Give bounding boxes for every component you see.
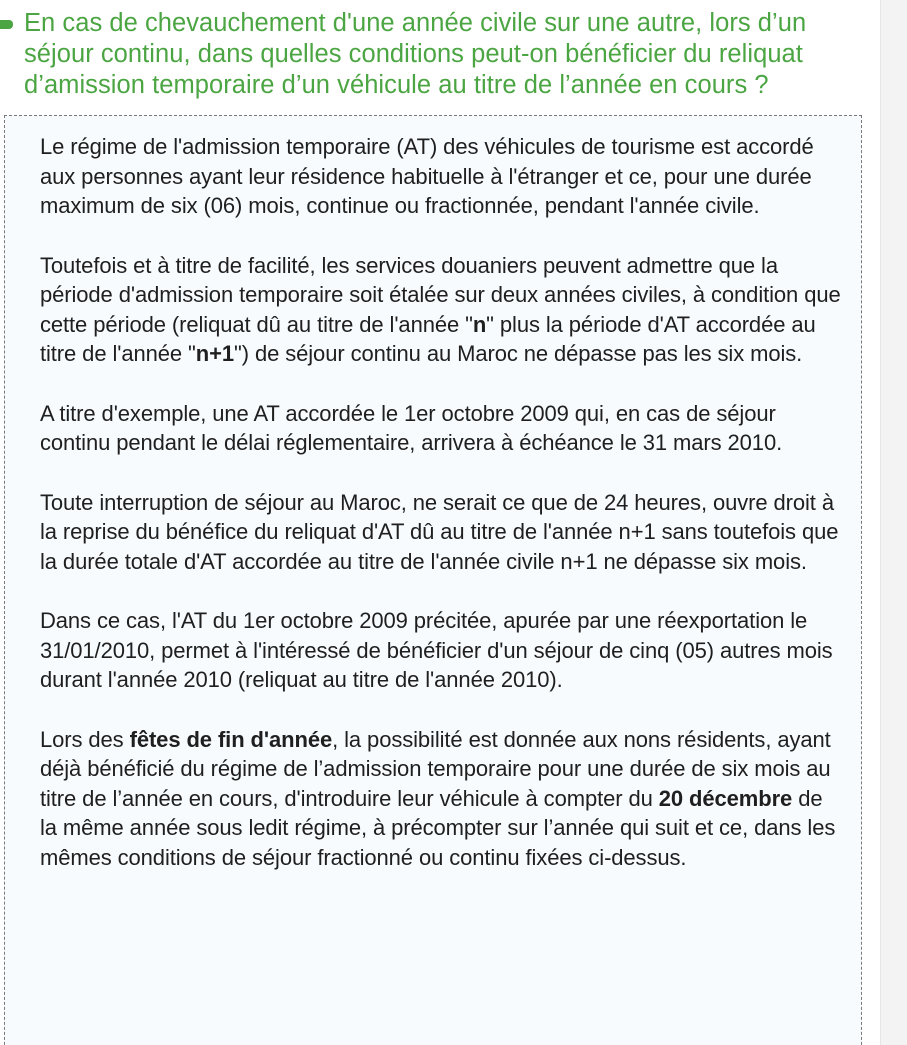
answer-paragraph-2-bold-n1: n+1 <box>195 341 234 366</box>
answer-paragraph-6-bold-date: 20 décembre <box>658 785 793 811</box>
answer-paragraph-1: Le régime de l'admission temporaire (AT) des véhicules de tourisme est accordé aux personnes ayant leur résidence habituelle à l'étranger et ce, pour une durée maximum de six (06) mois, continue ou fractionnée, pendant l'année civile. <box>40 134 814 218</box>
answer-paragraph-2-bold-n: n <box>472 311 487 337</box>
question-title[interactable]: En cas de chevauchement d'une année civile sur une autre, lors d’un séjour continu, dans quelles conditions peut-on bénéficier du reliquat d’amission temporaire d’un véhicule au titre de l’année en cours ? <box>24 9 807 99</box>
answer-paragraph-2-text-a: Toutefois et à titre de facilité, les services douaniers peuvent admettre que la période d'admission temporaire soit étalée sur deux années civiles, à condition que cette période (reliquat dû au titre de l'année " <box>40 252 841 337</box>
answer-paragraph-2-text-c: " plus la période d'AT accordée au titre de l'année " <box>40 311 816 366</box>
answer-paragraph-6-bold-holidays: fêtes de fin d'année <box>129 726 333 752</box>
scrollbar-track[interactable] <box>880 0 907 1045</box>
answer-paragraph-6-text-a: Lors des <box>40 726 130 752</box>
answer-paragraph-5: Dans ce cas, l'AT du 1er octobre 2009 précitée, apurée par une réexportation le 31/01/2010, permet à l'intéressé de bénéficier d'un séjour de cinq (05) autres mois durant l'année 2010 (reliquat au titre de l'année 2010). <box>40 608 833 692</box>
answer-paragraph-6 <box>40 725 841 873</box>
answer-paragraph-3: A titre d'exemple, une AT accordée le 1er octobre 2009 qui, en cas de séjour continu pendant le délai réglementaire, arrivera à échéance le 31 mars 2010. <box>40 400 783 455</box>
collapse-icon[interactable] <box>0 20 13 29</box>
answer-paragraph-2 <box>40 251 841 369</box>
faq-answer-panel <box>4 115 862 1045</box>
answer-paragraph-2-text-e: ") de séjour continu au Maroc ne dépasse pas les six mois. <box>234 341 803 366</box>
answer-paragraph-6-text-e: de la même année sous ledit régime, à précompter sur l’année qui suit et ce, dans les mêmes conditions de séjour fractionné ou continu fixées ci-dessus. <box>40 785 836 870</box>
answer-paragraph-6-text-c: , la possibilité est donnée aux nons résidents, ayant déjà bénéficié du régime de l’admission temporaire pour une durée de six mois au titre de l’année en cours, d'introduire leur véhicule à compter du <box>40 726 831 811</box>
faq-question[interactable] <box>0 0 881 101</box>
answer-paragraph-4: Toute interruption de séjour au Maroc, ne serait ce que de 24 heures, ouvre droit à la reprise du bénéfice du reliquat d'AT dû au titre de l'année n+1 sans toutefois que la durée totale d'AT accordée au titre de l'année civile n+1 ne dépasse six mois. <box>40 489 839 574</box>
